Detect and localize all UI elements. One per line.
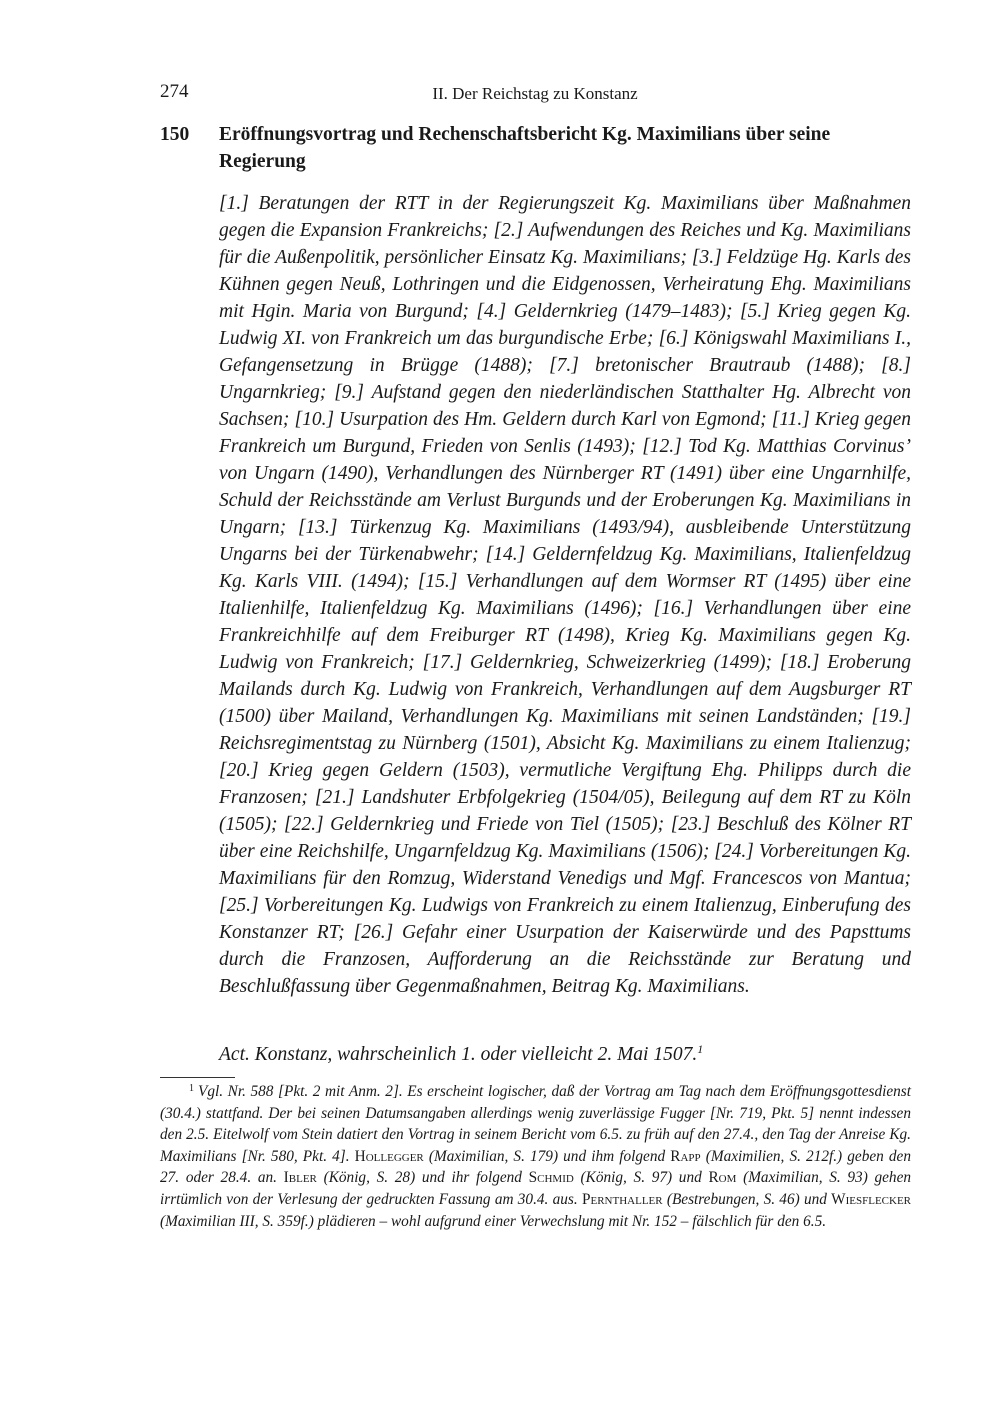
footnote-text: (Maximilian III, S. 359f.) plädieren – wohl aufgrund einer Verwechslung mit Nr. 152 – fälschlich für den 6.5. (160, 1212, 827, 1230)
document-title: Eröffnungsvortrag und Rechenschaftsbericht Kg. Maximilians über seine Regierung (219, 124, 831, 172)
dating-text: Act. Konstanz, wahrscheinlich 1. oder vielleicht 2. Mai 1507. (219, 1044, 698, 1065)
page-number: 274 (160, 81, 189, 102)
author-name: Schmid (528, 1169, 574, 1187)
document-number: 150 (160, 124, 190, 145)
footnote-number: 1 (189, 1083, 194, 1094)
footnote-text: Vgl. Nr. 588 [Pkt. 2 mit Anm. 2]. Es erscheint logischer, daß der Vortrag am Tag nach dem Eröffnungsgottesdienst (30.4.) stattfand. Der bei seinen Datumsangaben allerdings wenig zuverlässige Fugger [Nr. 719, Pkt. 5] nennt indessen den 2.5. Eitelwolf vom Stein datiert den Vortrag in seinem Bericht vom 6.5. zu früh auf den 27.4., den Tag der Anreise Kg. Maximilians [Nr. 580, Pkt. 4]. (160, 1083, 911, 1165)
footnote-text: (Maximilian, S. 93) gehen irrtümlich von der Verlesung der gedruckten Fassung am 30.4. aus. (160, 1169, 912, 1208)
footnote (160, 1081, 911, 1232)
footnote-text: (Bestrebungen, S. 46) und (666, 1190, 827, 1208)
footnote-text: (König, S. 97) und (580, 1169, 702, 1187)
dating-line (219, 1041, 911, 1068)
author-name: Hollegger (354, 1147, 424, 1165)
regest-summary: [1.] Beratungen der RTT in der Regierungszeit Kg. Maximilians über Maßnahmen gegen die Expansion Frankreichs; [2.] Aufwendungen des Reiches und Kg. Maximilians für die Außenpolitik, persönlicher Einsatz Kg. Maximilians; [3.] Feldzüge Hg. Karls des Kühnen gegen Neuß, Lothringen und die Eidgenossen, Verheiratung Ehg. Maximilians mit Hgin. Maria von Burgund; [4.] Geldernkrieg (1479–1483); [5.] Krieg gegen Kg. Ludwig XI. von Frankreich um das burgundische Erbe; [6.] Königswahl Maximilians I., Gefangensetzung in Brügge (1488); [7.] bretonischer Brautraub (1488); [8.] Ungarnkrieg; [9.] Aufstand gegen den niederländischen Statthalter Hg. Albrecht von Sachsen; [10.] Usurpation des Hm. Geldern durch Karl von Egmond; [11.] Krieg gegen Frankreich um Burgund, Frieden von Senlis (1493); [12.] Tod Kg. Matthias Corvinus’ von Ungarn (1490), Verhandlungen des Nürnberger RT (1491) über eine Ungarnhilfe, Schuld der Reichsstände am Verlust Burgunds und der Eroberungen Kg. Maximilians in Ungarn; [13.] Türkenzug Kg. Maximilians (1493/94), ausbleibende Unterstützung Ungarns bei der Türkenabwehr; [14.] Geldernfeldzug Kg. Maximilians, Italienfeldzug Kg. Karls VIII. (1494); [15.] Verhandlungen auf dem Wormser RT (1495) über eine Italienhilfe, Italienfeldzug Kg. Maximilians (1496); [16.] Verhandlungen über eine Frankreichhilfe auf dem Freiburger RT (1498), Krieg Kg. Maximilians gegen Kg. Ludwig von Frankreich; [17.] Geldernkrieg, Schweizerkrieg (1499); [18.] Eroberung Mailands durch Kg. Ludwig von Frankreich, Verhandlungen auf dem Augsburger RT (1500) über Mailand, Verhandlungen Kg. Maximilians mit seinen Landständen; [19.] Reichsregimentstag zu Nürnberg (1501), Absicht Kg. Maximilians zu einem Italienzug; [20.] Krieg gegen Geldern (1503), vermutliche Vergiftung Ehg. Philipps durch die Franzosen; [21.] Landshuter Erbfolgekrieg (1504/05), Beilegung auf dem RT zu Köln (1505); [22.] Geldernkrieg und Friede von Tiel (1505); [23.] Beschluß des Kölner RT über eine Reichshilfe, Ungarnfeldzug Kg. Maximilians (1506); [24.] Vorbereitungen Kg. Maximilians für den Romzug, Widerstand Venedigs und Mgf. Francescos von Mantua; [25.] Vorbereitungen Kg. Ludwigs von Frankreich zu einem Italienzug, Einberufung des Konstanzer RT; [26.] Gefahr einer Usurpation der Kaiserwürde und des Papsttums durch die Franzosen, Aufforderung an die Reichsstände zur Beratung und Beschlußfassung über Gegenmaßnahmen, Beitrag Kg. Maximilians. (219, 193, 911, 997)
footnote-divider (160, 1077, 235, 1078)
footnote-text: (Maximilian, S. 179) und ihm folgend (428, 1147, 666, 1165)
footnote-text: (Maximilien, S. 212f.) geben den 27. oder 28.4. an. (160, 1147, 911, 1187)
author-name: Rapp (670, 1147, 701, 1165)
footnote-reference[interactable]: 1 (697, 1042, 704, 1056)
footnote-text: (König, S. 28) und ihr folgend (323, 1169, 522, 1187)
author-name: Pernthaller (581, 1190, 663, 1208)
author-name: Ibler (283, 1169, 317, 1187)
author-name: Rom (708, 1169, 737, 1187)
author-name: Wiesflecker (831, 1190, 912, 1208)
running-title: II. Der Reichstag zu Konstanz (432, 84, 638, 103)
document-heading (160, 121, 912, 175)
